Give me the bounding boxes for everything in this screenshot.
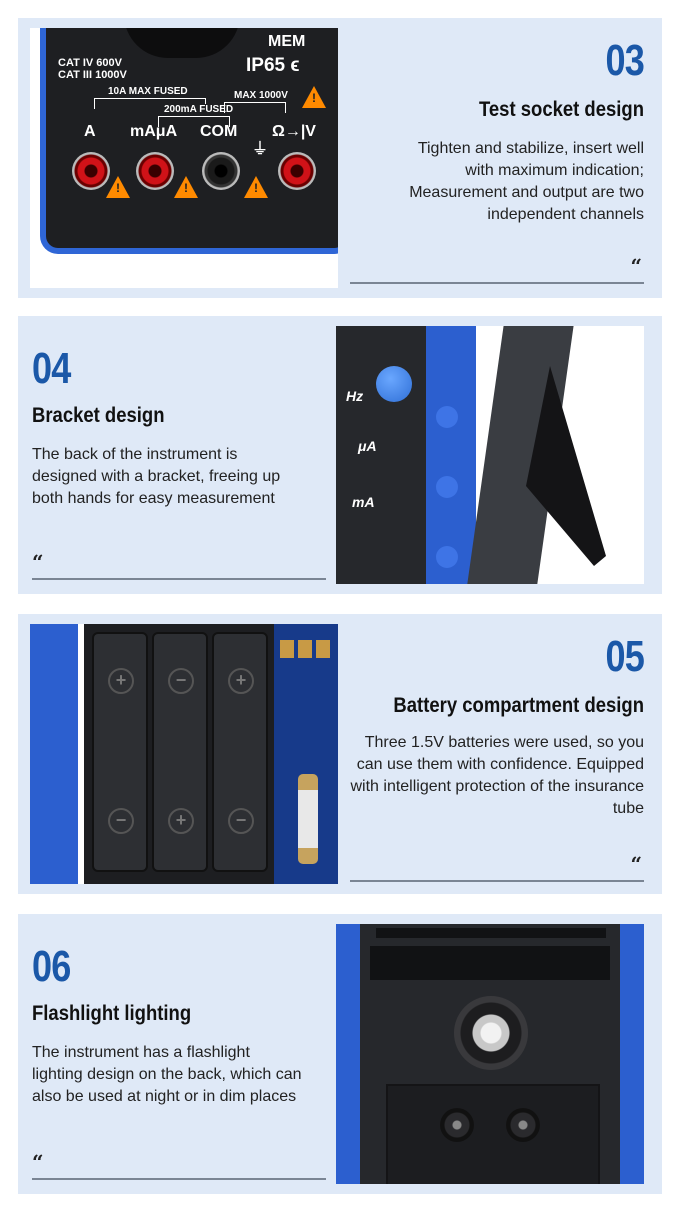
feature-title: Battery compartment design [393,694,644,717]
socket-a [72,152,110,190]
plus-icon: + [228,668,254,694]
blue-rim [336,924,360,1184]
led-icon [440,1108,474,1142]
feature-card-flashlight [18,914,662,1194]
feature-text [32,316,332,594]
battery-slot [92,632,148,872]
blue-rim [620,924,644,1184]
feature-description: The back of the instrument is designed with a bracket, freeing up both hands for easy measurement [32,446,281,507]
feature-text [344,614,644,894]
socket-a-label: A [84,123,96,140]
battery-slot [152,632,208,872]
quote-mark-icon: “ [630,254,642,278]
recess [386,1084,600,1184]
minus-icon: − [228,808,254,834]
hold-button-icon [376,366,412,402]
flashlight-photo [336,924,644,1184]
warning-icon: ! [106,176,130,198]
feature-description: The instrument has a flashlight lighting design on the back, which can also be used at night or in dim places [32,1044,302,1105]
minus-icon: − [168,668,194,694]
minus-icon: − [108,808,134,834]
feature-number: 06 [32,942,71,991]
blue-rim [426,326,476,584]
brand-mem-label: MEM [268,33,306,50]
battery-compartment [84,624,274,884]
test-socket-photo [30,28,338,288]
max-1000v-label: MAX 1000V [234,90,288,101]
quote-mark-icon: “ [32,550,44,574]
feature-description: Three 1.5V batteries were used, so you can use them with confidence. Equipped with intelligent protection of the insurance tube [350,734,644,817]
cat-rating-label-2: CAT III 1000V [58,69,127,81]
warning-icon: ! [174,176,198,198]
feature-title: Bracket design [32,404,165,427]
warning-icon: ! [302,86,326,108]
plus-icon: + [168,808,194,834]
feature-card-bracket [18,316,662,594]
ip-rating-label: IP65 ϵ [246,55,300,76]
blue-rim [30,624,78,884]
fused-10a-label: 10A MAX FUSED [108,86,188,97]
feature-number: 04 [32,344,71,393]
plus-icon: + [108,668,134,694]
divider [350,880,644,882]
feature-number: 03 [605,36,644,85]
feature-text [344,18,644,298]
meter-front-panel [40,28,338,254]
feature-title: Test socket design [478,98,644,121]
socket-ma-label: mAμA [130,123,178,140]
battery-slot [212,632,268,872]
contact-pad [316,640,330,658]
contact-pad [280,640,294,658]
warning-icon: ! [244,176,268,198]
ua-label: μA [358,438,377,454]
divider [32,1178,326,1180]
rotary-knob [124,28,240,58]
vent-slot [370,946,610,980]
feature-description: Tighten and stabilize, insert well with maximum indication; Measurement and output are two independent channels [409,140,644,223]
fuse-tube [298,774,318,864]
ma-label: mA [352,494,375,510]
socket-v-label: Ω→|V [272,123,316,140]
bracket-line-3 [224,102,286,113]
quote-mark-icon: “ [630,852,642,876]
quote-mark-icon: “ [32,1150,44,1174]
rim-bump [436,406,458,428]
feature-number: 05 [605,632,644,681]
fused-200ma-label: 200mA FUSED [164,104,234,115]
socket-v [278,152,316,190]
socket-com [202,152,240,190]
feature-card-test-socket [18,18,662,298]
divider [350,282,644,284]
contact-pad [298,640,312,658]
rim-bump [436,546,458,568]
flashlight-lens-icon [454,996,528,1070]
vent-slot [376,928,606,938]
led-icon [506,1108,540,1142]
socket-com-label: COM [200,123,238,140]
rim-bump [436,476,458,498]
divider [32,578,326,580]
feature-title: Flashlight lighting [32,1002,192,1025]
bracket-photo [336,326,644,584]
battery-photo [30,624,338,884]
feature-card-battery [18,614,662,894]
socket-ma [136,152,174,190]
feature-text [32,914,332,1194]
hz-label: Hz [346,388,364,404]
cat-rating-label: CAT IV 600V [58,57,122,69]
ground-icon: ⏚ [252,141,269,158]
